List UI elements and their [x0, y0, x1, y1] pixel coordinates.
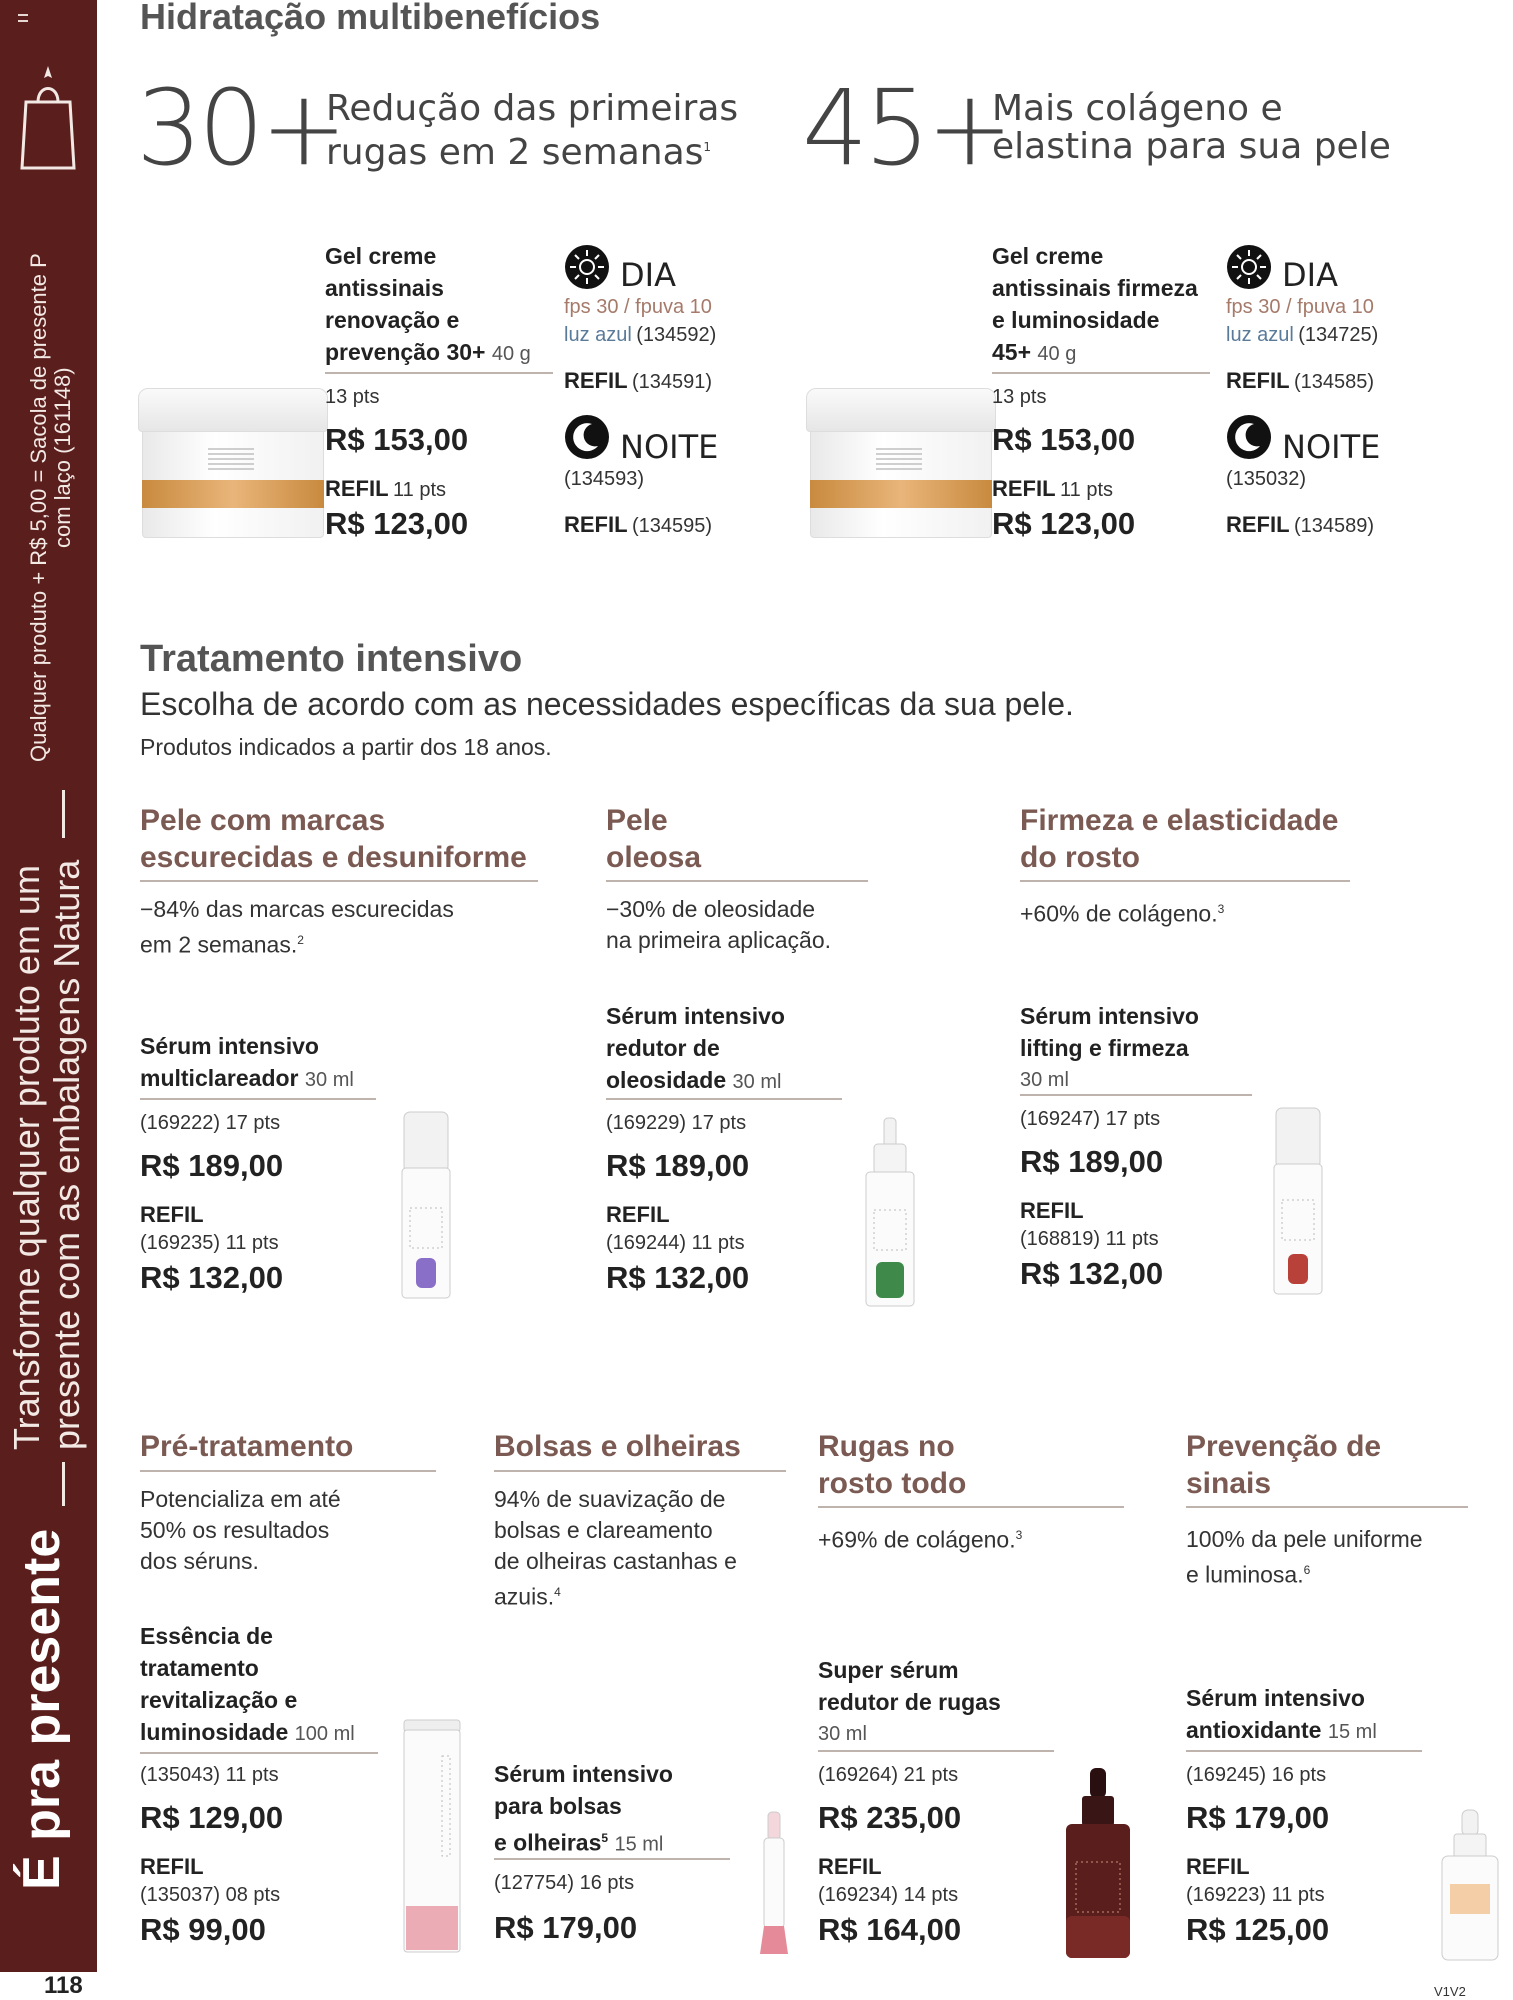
- divider: [1020, 880, 1350, 882]
- name-line: para bolsas: [494, 1793, 622, 1819]
- product-name: [606, 1000, 785, 1098]
- sun-icon: [564, 244, 610, 290]
- name-line: antioxidante: [1186, 1717, 1322, 1743]
- name-line: Essência de: [140, 1623, 273, 1649]
- divider: [606, 1098, 842, 1100]
- name-line: Sérum intensivo: [140, 1033, 319, 1059]
- refil-label: REFIL: [140, 1854, 204, 1879]
- points: 11 pts: [1060, 479, 1114, 501]
- night-refil-line: [564, 512, 712, 538]
- footnote-mark: 4: [554, 1585, 561, 1599]
- name-line: e luminosidade: [992, 307, 1160, 333]
- product-name: [1186, 1682, 1377, 1748]
- day-code-line: [564, 324, 716, 347]
- desc-line: em 2 semanas.: [140, 931, 298, 958]
- benefit-text: [1020, 894, 1224, 930]
- price: R$ 129,00: [140, 1800, 284, 1835]
- divider: [140, 1752, 378, 1754]
- sun-icon: [1226, 244, 1272, 290]
- product-size: 40 g: [491, 343, 531, 365]
- points: 13 pts: [325, 386, 380, 408]
- divider: [140, 1470, 436, 1472]
- age-note: Produtos indicados a partir dos 18 anos.: [140, 734, 552, 760]
- code-points: (169244) 11 pts: [606, 1232, 745, 1254]
- desc-line: +60% de colágeno.: [1020, 900, 1218, 927]
- heading-line: rosto todo: [818, 1467, 967, 1500]
- price: R$ 179,00: [494, 1910, 638, 1945]
- category-heading: [818, 1428, 966, 1502]
- footnote-mark: 3: [1015, 1528, 1023, 1542]
- desc-line: bolsas e clareamento: [494, 1517, 713, 1543]
- dropper-bottle-image: [1436, 1808, 1504, 1964]
- refil-label: REFIL: [325, 476, 389, 501]
- code-points: (135037) 08 pts: [140, 1884, 281, 1906]
- name-line: revitalização e: [140, 1687, 298, 1713]
- code-points: (169223) 11 pts: [1186, 1884, 1325, 1906]
- benefit-text: [140, 894, 454, 961]
- blue-light-text: luz azul: [564, 324, 632, 346]
- dropper-bottle-image: [1058, 1766, 1138, 1962]
- name-line: multiclareador: [140, 1065, 299, 1091]
- product-code: (134589): [1294, 515, 1375, 537]
- refil-label: REFIL: [1186, 1854, 1250, 1879]
- name-line: Gel creme: [992, 243, 1104, 269]
- refil-line: [325, 476, 446, 502]
- name-line: 45+: [992, 339, 1032, 365]
- product-size: 30 ml: [304, 1069, 354, 1091]
- cream-jar-image: [138, 388, 328, 548]
- benefit-text: [140, 1484, 341, 1577]
- spf-text: fps 30 / fpuva 10: [1226, 296, 1374, 318]
- divider: [818, 1506, 1124, 1508]
- hero-text-30: [326, 90, 738, 172]
- category-heading: [1186, 1428, 1381, 1502]
- divider: [140, 1098, 376, 1100]
- divider: [818, 1750, 1054, 1752]
- code-points: (169245) 16 pts: [1186, 1764, 1327, 1786]
- refil-price: R$ 123,00: [992, 506, 1136, 541]
- code-points: (127754) 16 pts: [494, 1872, 635, 1894]
- day-refil-line: [564, 368, 712, 394]
- serum-bottle-image: [1268, 1104, 1328, 1304]
- hero-text-line: Redução das primeiras: [326, 88, 739, 129]
- name-line: e olheiras: [494, 1829, 602, 1856]
- name-line: Sérum intensivo: [494, 1761, 673, 1787]
- desc-line: de olheiras castanhas e: [494, 1548, 737, 1574]
- name-line: redutor de: [606, 1035, 720, 1061]
- refil-price: R$ 132,00: [140, 1260, 284, 1295]
- footnote-mark: 2: [297, 933, 304, 947]
- product-code: (134593): [564, 468, 645, 490]
- heading-line: oleosa: [606, 841, 702, 874]
- refil-label: REFIL: [1226, 368, 1290, 393]
- day-code-line: [1226, 324, 1378, 347]
- cream-name: [325, 240, 531, 370]
- serum-bottle-image: [860, 1114, 920, 1314]
- refil-price: R$ 132,00: [606, 1260, 750, 1295]
- day-refil-line: [1226, 368, 1374, 394]
- code-points: (168819) 11 pts: [1020, 1228, 1159, 1250]
- name-line: antissinais firmeza: [992, 275, 1198, 301]
- essence-bottle-image: [400, 1716, 464, 1958]
- divider: [606, 880, 868, 882]
- code-points: (169235) 11 pts: [140, 1232, 279, 1254]
- night-label: NOITE: [620, 428, 719, 466]
- sidebar-divider: [62, 1462, 65, 1506]
- category-heading: Bolsas e olheiras: [494, 1430, 741, 1463]
- hero-text-line: Mais colágeno e: [992, 88, 1283, 129]
- heading-line: Prevenção de: [1186, 1430, 1382, 1463]
- product-code: (134591): [632, 371, 713, 393]
- cream-jar-image: [806, 388, 996, 548]
- night-refil-line: [1226, 512, 1374, 538]
- product-name: [140, 1620, 355, 1750]
- refil-price: R$ 164,00: [818, 1912, 962, 1947]
- sidebar: [0, 0, 97, 1972]
- desc-line: 50% os resultados: [140, 1517, 330, 1543]
- hero-number-30: 30+: [136, 67, 344, 189]
- heading-line: Pele: [606, 804, 668, 837]
- hero-number-45: 45+: [802, 67, 1010, 189]
- footnote-mark: 1: [703, 140, 712, 154]
- price: R$ 189,00: [606, 1148, 750, 1183]
- price: R$ 153,00: [992, 422, 1136, 457]
- code-points: (135043) 11 pts: [140, 1764, 279, 1786]
- name-line: Sérum intensivo: [606, 1003, 785, 1029]
- category-heading: [140, 802, 527, 876]
- product-code: (134585): [1294, 371, 1375, 393]
- refil-label: REFIL: [992, 476, 1056, 501]
- day-label: DIA: [1282, 256, 1338, 294]
- refil-label: REFIL: [564, 368, 628, 393]
- sidebar-small-text-1: Qualquer produto + R$ 5,00 = Sacola de presente P: [26, 253, 51, 762]
- desc-line: e luminosa.: [1186, 1561, 1304, 1588]
- price: R$ 179,00: [1186, 1800, 1330, 1835]
- heading-line: do rosto: [1020, 841, 1140, 874]
- product-code: (135032): [1226, 468, 1307, 490]
- divider: [1020, 1094, 1252, 1096]
- refil-line: [992, 476, 1113, 502]
- moon-icon: [1226, 414, 1272, 460]
- product-code: (134595): [632, 515, 713, 537]
- footnote-mark: 3: [1217, 902, 1225, 916]
- refil-price: R$ 125,00: [1186, 1912, 1330, 1947]
- name-line: Super sérum: [818, 1657, 959, 1683]
- heading-line: Firmeza e elasticidade: [1020, 804, 1339, 837]
- sidebar-line-2: presente com as embalagens Natura: [46, 859, 87, 1450]
- hero-text-line: elastina para sua pele: [992, 126, 1391, 167]
- hero-text-line: rugas em 2 semanas: [326, 132, 704, 173]
- code-points: (169222) 17 pts: [140, 1112, 281, 1134]
- product-name: [140, 1030, 354, 1096]
- name-line: oleosidade: [606, 1067, 727, 1093]
- divider: [494, 1858, 730, 1860]
- product-code: (134592): [636, 324, 717, 346]
- heading-line: Pele com marcas: [140, 804, 386, 837]
- benefit-text: [606, 894, 831, 956]
- price: R$ 189,00: [140, 1148, 284, 1183]
- desc-line: na primeira aplicação.: [606, 927, 832, 953]
- product-size: 15 ml: [1327, 1721, 1377, 1743]
- name-line: luminosidade: [140, 1719, 289, 1745]
- code-points: (169247) 17 pts: [1020, 1108, 1161, 1130]
- name-line: Sérum intensivo: [1186, 1685, 1365, 1711]
- hero-text-45: [992, 90, 1391, 166]
- eye-serum-tube-image: [756, 1808, 792, 1958]
- points: 13 pts: [992, 386, 1047, 408]
- refil-label: REFIL: [1226, 512, 1290, 537]
- section-title: Tratamento intensivo: [140, 638, 523, 680]
- desc-line: −84% das marcas escurecidas: [140, 896, 454, 922]
- divider: [140, 880, 538, 882]
- spf-text: fps 30 / fpuva 10: [564, 296, 712, 318]
- desc-line: −30% de oleosidade: [606, 896, 816, 922]
- desc-line: dos séruns.: [140, 1548, 259, 1574]
- product-size: 40 g: [1037, 343, 1077, 365]
- product-name: [494, 1758, 673, 1861]
- cream-name: [992, 240, 1198, 370]
- desc-line: 100% da pele uniforme: [1186, 1526, 1423, 1552]
- category-heading: [1020, 802, 1339, 876]
- code-points: (169229) 17 pts: [606, 1112, 747, 1134]
- name-line: antissinais: [325, 275, 444, 301]
- benefit-text: [1186, 1524, 1423, 1591]
- day-label: DIA: [620, 256, 676, 294]
- name-line: Sérum intensivo: [1020, 1003, 1199, 1029]
- name-line: renovação e: [325, 307, 460, 333]
- sidebar-divider: [62, 790, 65, 838]
- product-name: [818, 1654, 1001, 1750]
- benefit-text: [818, 1520, 1022, 1556]
- product-name: [1020, 1000, 1199, 1096]
- desc-line: 94% de suavização de: [494, 1486, 726, 1512]
- footnote-mark: 6: [1303, 1563, 1311, 1577]
- heading-line: sinais: [1186, 1467, 1272, 1500]
- refil-price: R$ 132,00: [1020, 1256, 1164, 1291]
- code-points: (169234) 14 pts: [818, 1884, 959, 1906]
- heading-line: escurecidas e desuniforme: [140, 841, 527, 874]
- code-points: (169264) 21 pts: [818, 1764, 959, 1786]
- name-line: prevenção 30+: [325, 339, 486, 365]
- product-size: 30 ml: [1020, 1069, 1069, 1091]
- name-line: redutor de rugas: [818, 1689, 1001, 1715]
- price: R$ 153,00: [325, 422, 469, 457]
- name-line: tratamento: [140, 1655, 259, 1681]
- blue-light-text: luz azul: [1226, 324, 1294, 346]
- divider: [1186, 1506, 1468, 1508]
- heading-line: Rugas no: [818, 1430, 955, 1463]
- desc-line: Potencializa em até: [140, 1486, 341, 1512]
- name-line: Gel creme: [325, 243, 437, 269]
- gift-bag-icon: [18, 62, 78, 172]
- version-code: V1V2: [1434, 1984, 1466, 1999]
- points: 11 pts: [393, 479, 447, 501]
- desc-line: azuis.: [494, 1583, 555, 1610]
- page-number: 118: [44, 1972, 83, 1999]
- desc-line: +69% de colágeno.: [818, 1526, 1016, 1553]
- moon-icon: [564, 414, 610, 460]
- refil-label: REFIL: [606, 1202, 670, 1227]
- refil-label: REFIL: [1020, 1198, 1084, 1223]
- section-subtitle: Escolha de acordo com as necessidades específicas da sua pele.: [140, 686, 1074, 722]
- night-label: NOITE: [1282, 428, 1381, 466]
- refil-price: R$ 123,00: [325, 506, 469, 541]
- refil-label: REFIL: [140, 1202, 204, 1227]
- sidebar-line-1: Transforme qualquer produto em um: [6, 865, 47, 1450]
- divider: [1186, 1750, 1422, 1752]
- divider: [325, 372, 553, 374]
- product-size: 100 ml: [294, 1723, 355, 1745]
- product-size: 15 ml: [614, 1833, 664, 1856]
- product-size: 30 ml: [818, 1723, 867, 1745]
- serum-bottle-image: [396, 1108, 456, 1308]
- divider: [992, 372, 1210, 374]
- refil-label: REFIL: [564, 512, 628, 537]
- refil-label: REFIL: [818, 1854, 882, 1879]
- category-heading: [606, 802, 701, 876]
- page-title: Hidratação multibenefícios: [140, 0, 601, 37]
- menu-icon[interactable]: [18, 14, 28, 22]
- divider: [494, 1470, 786, 1472]
- refil-price: R$ 99,00: [140, 1912, 266, 1947]
- price: R$ 189,00: [1020, 1144, 1164, 1179]
- benefit-text: [494, 1484, 737, 1613]
- sidebar-small-text-2: com laço (161148): [50, 367, 75, 548]
- category-heading: Pré-tratamento: [140, 1430, 354, 1463]
- price: R$ 235,00: [818, 1800, 962, 1835]
- sidebar-main-text: É pra presente: [13, 1528, 71, 1890]
- name-line: lifting e firmeza: [1020, 1035, 1189, 1061]
- product-size: 30 ml: [732, 1071, 782, 1093]
- footnote-mark: 5: [601, 1831, 609, 1845]
- product-code: (134725): [1298, 324, 1379, 346]
